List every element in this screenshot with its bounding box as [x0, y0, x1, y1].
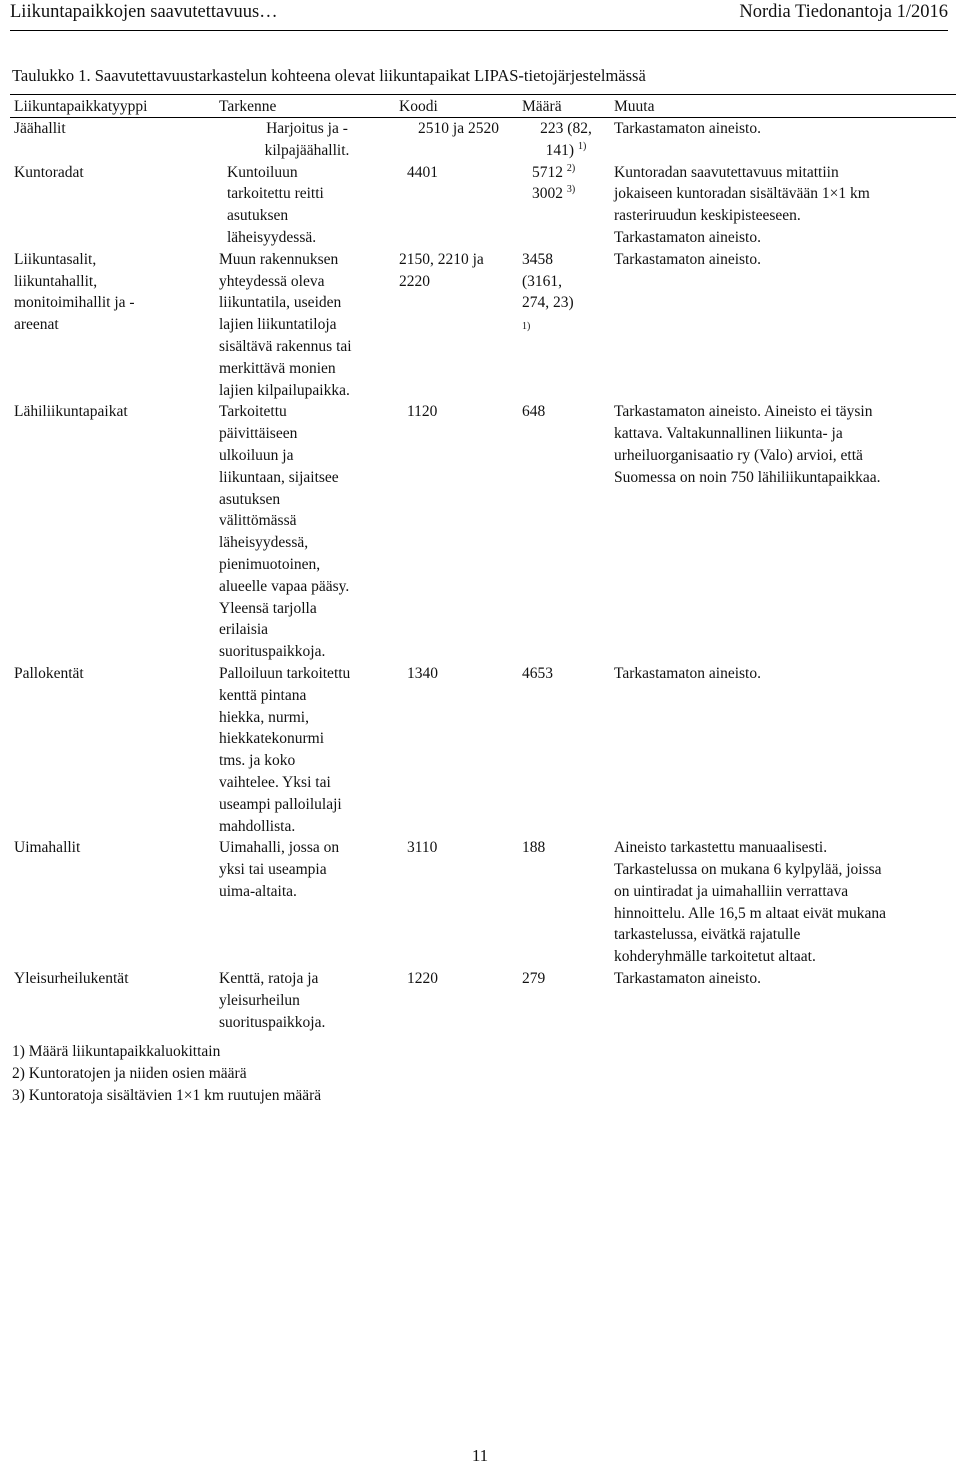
footnote-3: 3) Kuntoratoja sisältävien 1×1 km ruutujen määrä: [12, 1087, 322, 1104]
cell-type: Liikuntasalit, liikuntahallit, monitoimihallit ja - areenat: [14, 250, 135, 334]
cell-code: 2150, 2210 ja 2220: [399, 250, 484, 290]
table-row: [10, 162, 956, 249]
table-footnotes: [12, 1041, 321, 1107]
facilities-table: [10, 94, 956, 1033]
cell-count: 4653: [522, 664, 553, 682]
cell-type: Jäähallit: [14, 120, 66, 137]
cell-count: 648: [522, 403, 546, 421]
cell-code: 1220: [407, 970, 438, 988]
count-value-secondary: 3002: [532, 185, 563, 203]
count-footnote-secondary: 3): [566, 184, 576, 196]
header-spec: Tarkenne: [215, 95, 395, 118]
cell-code: 1340: [407, 664, 438, 682]
table-row: [10, 663, 956, 837]
table-header-row: [10, 95, 956, 118]
cell-other: Tarkastamaton aineisto.: [614, 120, 761, 137]
cell-count: [518, 249, 610, 402]
cell-type: Lähiliikuntapaikat: [14, 403, 128, 421]
cell-type: Uimahallit: [14, 839, 81, 857]
cell-count: [518, 162, 610, 249]
footnote-1: 1) Määrä liikuntapaikkaluokittain: [12, 1043, 221, 1060]
cell-type: Kuntoradat: [14, 163, 84, 181]
header-type: Liikuntapaikkatyyppi: [10, 95, 215, 118]
header-rule: [10, 30, 948, 31]
cell-type: Pallokentät: [14, 664, 84, 682]
header-title: Liikuntapaikkojen saavutettavuus…: [10, 2, 278, 22]
cell-count: 279: [522, 970, 546, 988]
cell-other: Tarkastamaton aineisto.: [614, 664, 761, 682]
count-footnote: 1): [577, 140, 587, 152]
table-caption: Taulukko 1. Saavutettavuustarkastelun kohteena olevat liikuntapaikat LIPAS-tietojärjestelmässä: [12, 66, 646, 85]
count-footnote: 2): [566, 162, 576, 174]
cell-spec: Kuntoiluun tarkoitettu reitti asutuksen läheisyydessä.: [227, 163, 324, 246]
table-row: [10, 118, 956, 162]
header-code: Koodi: [395, 95, 518, 118]
cell-other: Tarkastamaton aineisto. Aineisto ei täysin kattava. Valtakunnallinen liikunta- ja urheiluorganisaatio ry (Valo) arvioi, että Suomessa on noin 750 lähiliikuntapaikkaa.: [614, 403, 881, 486]
page-number: 11: [471, 1446, 489, 1465]
cell-other: Kuntoradan saavutettavuus mitattiin jokaiseen kuntoradan sisältävään 1×1 km rasteriruudun keskipisteeseen. Tarkastamaton aineisto.: [614, 163, 870, 246]
header-count: Määrä: [518, 95, 610, 118]
cell-spec: Kenttä, ratoja ja yleisurheilun suorituspaikkoja.: [219, 970, 326, 1031]
cell-other: Tarkastamaton aineisto.: [614, 970, 761, 988]
cell-other: Tarkastamaton aineisto.: [614, 250, 761, 268]
header-other: Muuta: [610, 95, 956, 118]
header-publication: Nordia Tiedonantoja 1/2016: [739, 2, 948, 22]
count-value: 223 (82, 141): [540, 120, 592, 159]
cell-other: Aineisto tarkastettu manuaalisesti. Tarkastelussa on mukana 6 kylpylää, joissa on uintiradat ja uimahalliin verrattava hinnoittelu. Alle 16,5 m altaat eivät mukana tarkastelussa, eivätkä rajatulle kohderyhmälle tarkoitetut altaat.: [614, 839, 887, 966]
footnote-2: 2) Kuntoratojen ja niiden osien määrä: [12, 1065, 247, 1082]
cell-spec: Uimahalli, jossa on yksi tai useampia uima-altaita.: [219, 839, 340, 900]
cell-count: [518, 118, 610, 162]
count-value: 3458 (3161, 274, 23): [522, 250, 574, 312]
cell-type: Yleisurheilukentät: [14, 970, 129, 988]
table-row: [10, 401, 956, 663]
cell-spec: Muun rakennuksen yhteydessä oleva liikuntatila, useiden lajien liikuntatiloja sisältävä rakennus tai merkittävä monien lajien kilpailupaikka.: [219, 250, 352, 399]
table-row: [10, 249, 956, 402]
page-header: [0, 0, 960, 30]
count-footnote: 1): [522, 321, 531, 333]
count-value: 5712: [532, 163, 563, 181]
table-row: [10, 837, 956, 968]
cell-spec: Palloiluun tarkoitettu kenttä pintana hiekka, nurmi, hiekkatekonurmi tms. ja koko vaihtelee. Yksi tai useampi palloilulaji mahdollista.: [219, 664, 351, 835]
cell-code: 3110: [407, 839, 438, 857]
cell-spec: Harjoitus ja - kilpajäähallit.: [264, 120, 350, 159]
cell-code: 4401: [407, 163, 438, 181]
cell-code: 2510 ja 2520: [418, 120, 499, 137]
cell-code: 1120: [407, 403, 438, 421]
table-row: [10, 968, 956, 1033]
cell-spec: Tarkoitettu päivittäiseen ulkoiluun ja liikuntaan, sijaitsee asutuksen välittömässä läheisyydessä, pienimuotoinen, alueelle vapaa pääsy. Yleensä tarjolla erilaisia suorituspaikkoja.: [219, 403, 350, 661]
cell-count: 188: [522, 839, 546, 857]
